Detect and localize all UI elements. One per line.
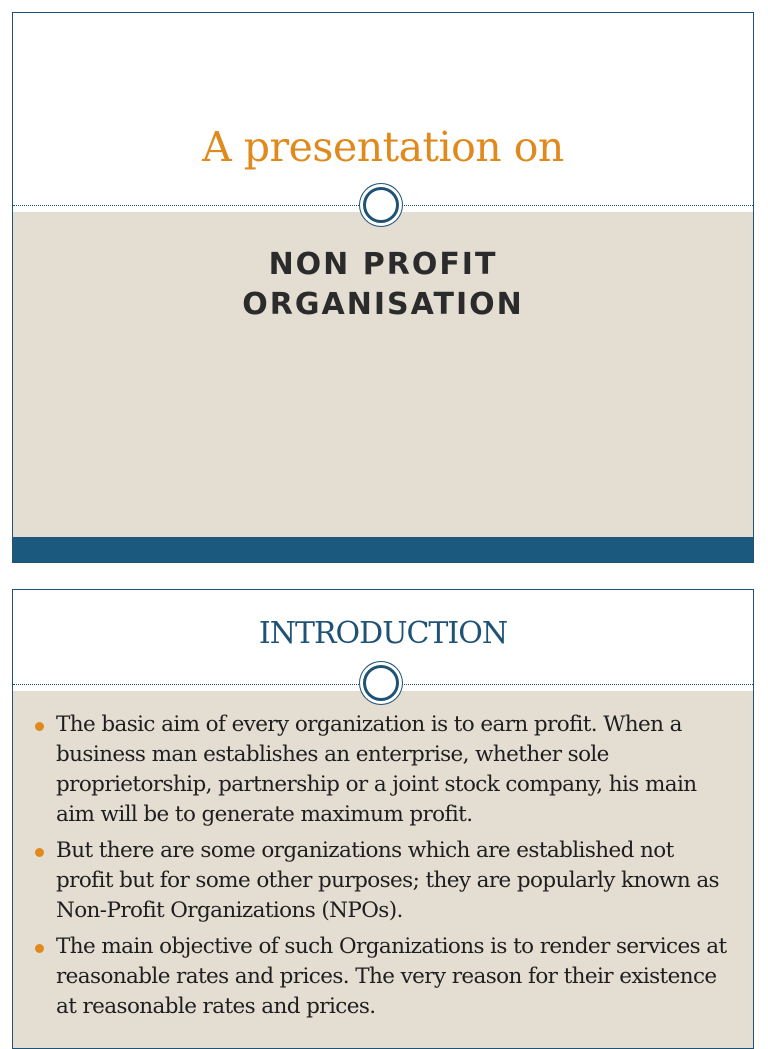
footer-bar [13, 537, 753, 563]
bullet-dot-icon [35, 722, 44, 731]
slide-title-header-area [13, 13, 753, 205]
slide-title-body-area [13, 212, 753, 537]
divider-circle-ornament [363, 187, 399, 223]
subtitle-line-2: ORGANISATION [242, 287, 524, 322]
bullet-item [33, 932, 733, 1022]
bullet-item [33, 836, 733, 926]
bullet-dot-icon [35, 848, 44, 857]
slide-title [12, 12, 754, 563]
divider-circle-ornament [363, 665, 399, 701]
slide-introduction [12, 589, 754, 1049]
bullet-text: But there are some organizations which are established not profit but for some other purposes; they are popularly known as Non-Profit Organizations (NPOs). [56, 838, 719, 923]
presentation-subtitle [13, 245, 753, 325]
bullet-item [33, 710, 733, 830]
bullet-dot-icon [35, 944, 44, 953]
bullet-text: The main objective of such Organizations is to render services at reasonable rates and prices. The very reason for their existence at reasonable rates and prices. [56, 934, 727, 1019]
presentation-title: A presentation on [202, 123, 564, 171]
bullet-text: The basic aim of every organization is to earn profit. When a business man establishes an enterprise, whether sole proprietorship, partnership or a joint stock company, his main aim will be to generate maximum profit. [56, 712, 697, 827]
bullet-list [33, 710, 733, 1028]
subtitle-line-1: NON PROFIT [268, 247, 498, 282]
introduction-title: INTRODUCTION [258, 616, 508, 651]
